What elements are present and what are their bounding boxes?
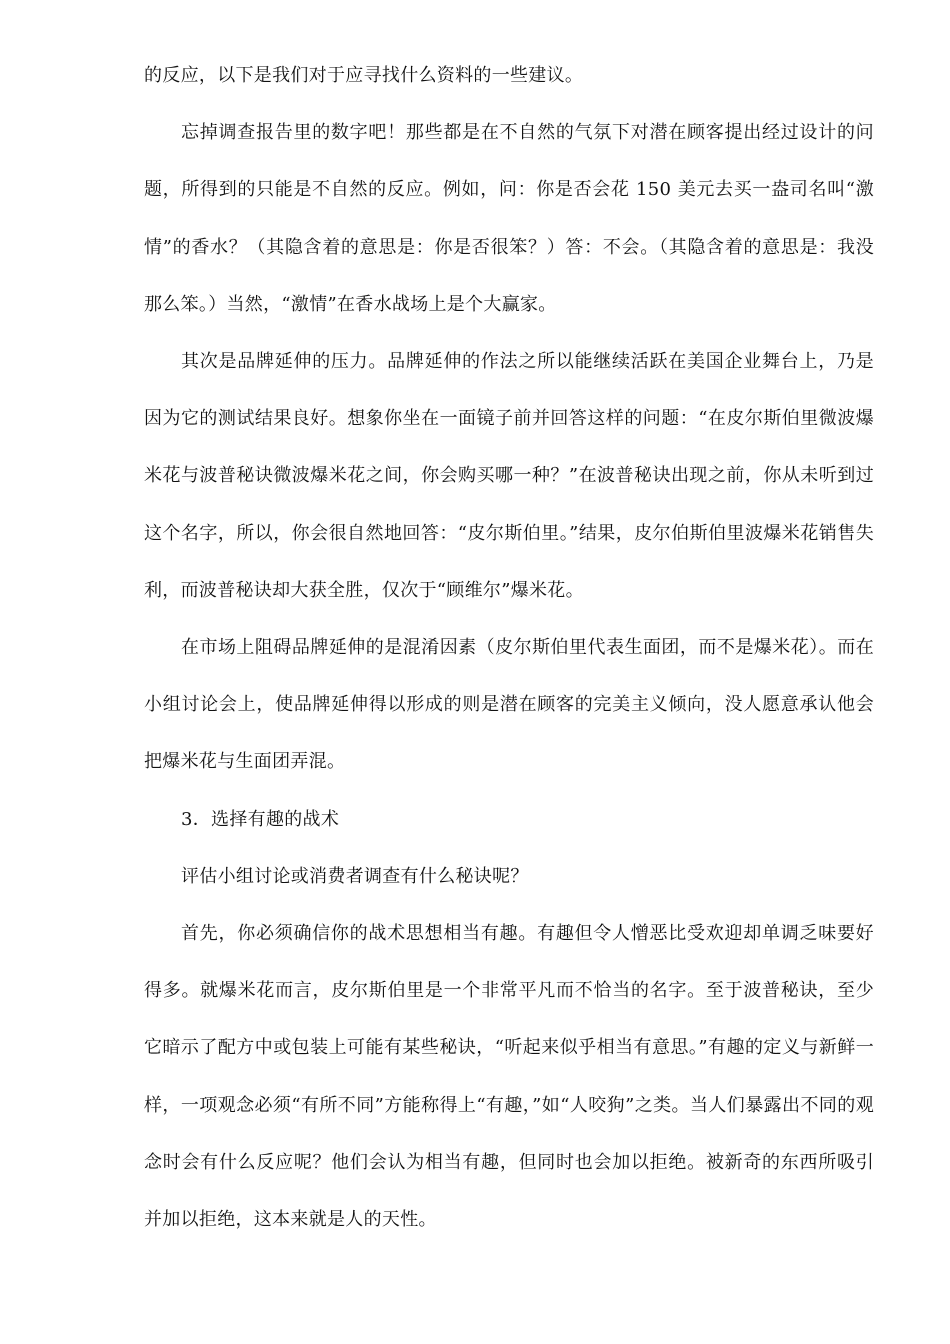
paragraph-continuation: 的反应，以下是我们对于应寻找什么资料的一些建议。: [144, 65, 584, 86]
paragraph-survey-numbers: 忘掉调查报告里的数字吧！那些都是在不自然的气氛下对潜在顾客提出经过设计的问题，所得到的只能是不自然的反应。例如，问：你是否会花 150 美元去买一盎司名叫“激情”的香水？（其隐含着的意思是：你是否很笨？）答：不会。（其隐含着的意思是：我没那么笨。）当然，“激情”在香水战场上是个大赢家。: [144, 122, 874, 315]
paragraph-confusion-factor: 在市场上阻碍品牌延伸的是混淆因素（皮尔斯伯里代表生面团，而不是爆米花）。而在小组讨论会上，使品牌延伸得以形成的则是潜在顾客的完美主义倾向，没人愿意承认他会把爆米花与生面团弄混。: [144, 637, 874, 773]
paragraph-brand-extension: 其次是品牌延伸的压力。品牌延伸的作法之所以能继续活跃在美国企业舞台上，乃是因为它的测试结果良好。想象你坐在一面镜子前并回答这样的问题：“在皮尔斯伯里微波爆米花与波普秘诀微波爆米花之间，你会购买哪一种？”在波普秘诀出现之前，你从未听到过这个名字，所以，你会很自然地回答：“皮尔斯伯里。”结果，皮尔伯斯伯里波爆米花销售失利，而波普秘诀却大获全胜，仅次于“顾维尔”爆米花。: [144, 351, 874, 601]
paragraph-interesting-tactics: 首先，你必须确信你的战术思想相当有趣。有趣但令人憎恶比受欢迎却单调乏味要好得多。就爆米花而言，皮尔斯伯里是一个非常平凡而不恰当的名字。至于波普秘诀，至少它暗示了配方中或包装上可能有某些秘诀，“听起来似乎相当有意思。”有趣的定义与新鲜一样，一项观念必须“有所不同”方能称得上“有趣，”如“人咬狗”之类。当人们暴露出不同的观念时会有什么反应呢？他们会认为相当有趣，但同时也会加以拒绝。被新奇的东西所吸引并加以拒绝，这本来就是人的天性。: [144, 923, 874, 1231]
section-heading: 3．选择有趣的战术: [181, 808, 340, 830]
body-text: [144, 47, 874, 1248]
paragraph-question: 评估小组讨论或消费者调查有什么秘诀呢？: [181, 865, 529, 887]
